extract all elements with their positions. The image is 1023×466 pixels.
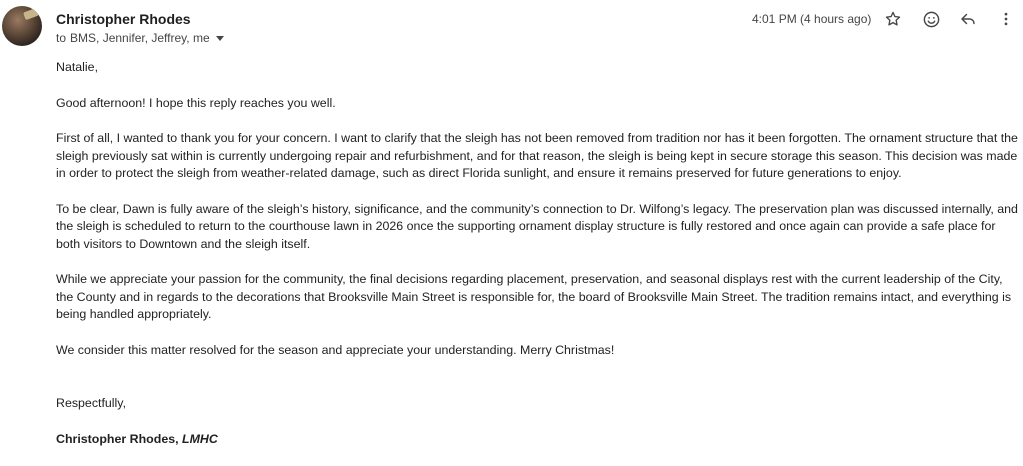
signature-credential: LMHC	[182, 431, 218, 446]
recipients-list: BMS, Jennifer, Jeffrey, me	[70, 31, 210, 45]
emoji-icon[interactable]	[920, 8, 942, 30]
email-body	[56, 59, 1018, 466]
sender-name[interactable]: Christopher Rhodes	[56, 11, 191, 27]
star-icon[interactable]	[882, 8, 904, 30]
reply-icon[interactable]	[957, 8, 979, 30]
paragraph-5: We consider this matter resolved for the season and appreciate your understanding. Merry Christmas!	[56, 342, 615, 357]
recipients-prefix: to	[56, 31, 67, 45]
email-timestamp: 4:01 PM (4 hours ago)	[752, 12, 872, 26]
more-vert-icon[interactable]	[995, 8, 1017, 30]
recipients-line[interactable]	[56, 31, 224, 45]
sender-avatar[interactable]	[2, 6, 42, 46]
closing: Respectfully,	[56, 396, 127, 410]
chevron-down-icon[interactable]	[216, 36, 224, 41]
paragraph-4: While we appreciate your passion for the community, the final decisions regarding placement, preservation, and seasonal displays rest with the current leadership of the City, the County and in regards to the decorations that Brooksville Main Street is responsible for, the board of Brooksville Main Street. The tradition remains intact, and everything is being handled appropriately.	[56, 272, 1012, 321]
paragraph-2: First of all, I wanted to thank you for your concern. I want to clarify that the sleigh has not been removed from tradition nor has it been forgotten. The ornament structure that the sleigh previously sat within is currently undergoing repair and refurbishment, and for that reason, the sleigh is being kept in secure storage this season. This decision was made in order to protect the sleigh from weather-related damage, such as direct Florida sunlight, and ensure it remains preserved for future generations to enjoy.	[56, 131, 1018, 180]
signature-name: Christopher Rhodes,	[56, 431, 179, 446]
paragraph-3: To be clear, Dawn is fully aware of the sleigh’s history, significance, and the community’s connection to Dr. Wilfong’s legacy. The preservation plan was discussed internally, and the sleigh is scheduled to return to the courthouse lawn in 2026 once the supporting ornament display structure is fully restored and once again can provide a safe place for both visitors to Downtown and the sleigh itself.	[56, 201, 1018, 251]
signature	[56, 431, 1018, 449]
greeting: Natalie,	[56, 60, 99, 74]
avatar-detail	[23, 8, 39, 20]
paragraph-1: Good afternoon! I hope this reply reaches you well.	[56, 95, 336, 110]
